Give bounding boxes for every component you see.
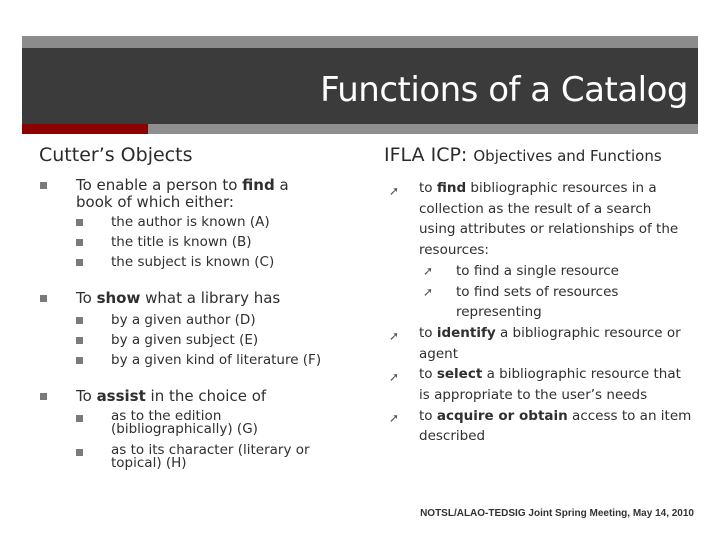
- left-item-1-sub-2: the title is known (B): [111, 234, 252, 250]
- slide-title: Functions of a Catalog: [320, 70, 688, 110]
- accent-bar-red: [22, 124, 148, 134]
- bullet-square-icon: [76, 259, 83, 266]
- left-item-1-line1: To enable a person to find a: [76, 176, 289, 194]
- right-item-3-line2: is appropriate to the user’s needs: [419, 387, 648, 403]
- left-item-1-sub-3: the subject is known (C): [111, 254, 275, 270]
- arrow-bullet-icon: ➚: [389, 184, 400, 198]
- footer-text: NOTSL/ALAO-TEDSIG Joint Spring Meeting, May 14, 2010: [420, 508, 694, 519]
- left-item-2-sub-1: by a given author (D): [111, 312, 256, 328]
- left-item-1-sub-1: the author is known (A): [111, 214, 270, 230]
- right-item-2-line2: agent: [419, 345, 458, 362]
- left-item-3-sub-2-line1: as to its character (literary or: [111, 442, 310, 458]
- bullet-square-icon: [40, 295, 47, 302]
- left-item-3-line1: To assist in the choice of: [76, 387, 267, 405]
- bullet-square-icon: [76, 415, 83, 422]
- right-heading: IFLA ICP: Objectives and Functions: [384, 144, 662, 166]
- right-item-4-line1: to acquire or obtain access to an item: [419, 407, 692, 424]
- bullet-square-icon: [76, 239, 83, 246]
- right-item-1-line2: collection as the result of a search: [419, 200, 652, 217]
- bullet-square-icon: [76, 449, 83, 456]
- accent-bar-gray: [148, 124, 698, 134]
- bullet-square-icon: [76, 357, 83, 364]
- right-item-1-line1: to find bibliographic resources in a: [419, 180, 657, 196]
- right-item-1-line3: using attributes or relationships of the: [419, 221, 679, 238]
- arrow-bullet-icon: ➚: [389, 329, 400, 343]
- bullet-square-icon: [40, 393, 47, 400]
- left-item-3-sub-1-line1: as to the edition: [111, 408, 222, 424]
- right-item-2-line1: to identify a bibliographic resource or: [419, 324, 681, 341]
- right-item-4-line2: described: [419, 428, 486, 445]
- bullet-square-icon: [76, 317, 83, 324]
- left-item-1-line2: book of which either:: [76, 193, 234, 211]
- left-item-3-sub-1-line2: (bibliographically) (G): [111, 421, 258, 437]
- left-item-2-line1: To show what a library has: [76, 289, 281, 307]
- right-item-1-sub-1: to find a single resource: [456, 262, 619, 279]
- right-item-1-sub-2-line2: representing: [456, 304, 542, 321]
- bullet-square-icon: [40, 182, 47, 189]
- arrow-bullet-icon: ➚: [423, 264, 434, 278]
- left-item-2-sub-2: by a given subject (E): [111, 332, 259, 348]
- arrow-bullet-icon: ➚: [423, 285, 434, 299]
- bullet-square-icon: [76, 337, 83, 344]
- arrow-bullet-icon: ➚: [389, 411, 400, 425]
- left-item-2-sub-3: by a given kind of literature (F): [111, 352, 322, 368]
- left-heading: Cutter’s Objects: [39, 144, 193, 166]
- title-band-top-strip: [22, 36, 698, 48]
- bullet-square-icon: [76, 219, 83, 226]
- arrow-bullet-icon: ➚: [389, 370, 400, 384]
- right-item-3-line1: to select a bibliographic resource that: [419, 366, 681, 383]
- left-item-3-sub-2-line2: topical) (H): [111, 455, 187, 471]
- right-item-1-sub-2-line1: to find sets of resources: [456, 283, 619, 300]
- right-item-1-line4: resources:: [419, 242, 489, 259]
